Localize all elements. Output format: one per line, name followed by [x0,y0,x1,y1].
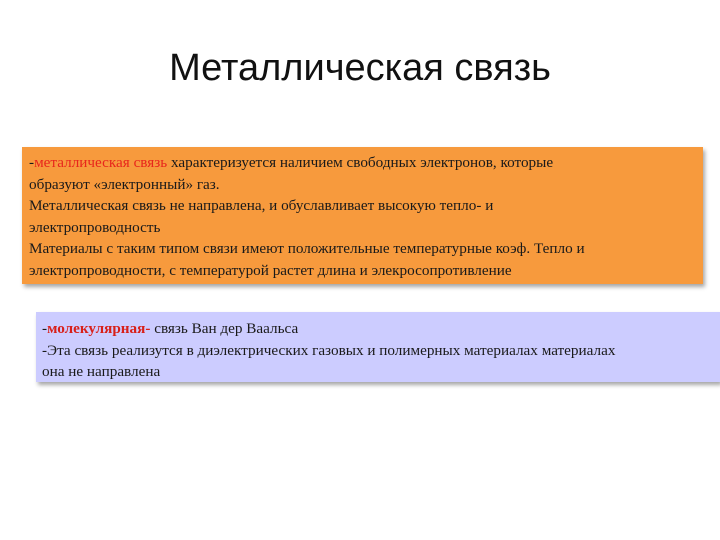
molecular-bond-term: молекулярная- [47,320,151,337]
metallic-bond-text-box [22,147,703,284]
metallic-line-4: электропроводность [29,218,161,236]
metallic-line-2: образуют «электронный» газ. [29,175,220,193]
metallic-line-1 [29,152,695,174]
metallic-line-3: Металлическая связь не направлена, и обуславливает высокую тепло- и [29,197,494,215]
molecular-line-2: -Эта связь реализутся в диэлектрических газовых и полимерных материалах материалах [42,341,616,359]
molecular-bond-text-box [36,312,720,382]
metallic-line-1-text: характеризуется наличием свободных электронов, которые [167,154,554,171]
molecular-line-3: она не направлена [42,363,161,381]
metallic-line-6: электропроводности, с температурой растет длина и элекросопротивление [29,261,512,279]
metallic-bond-term: металлическая связь [34,154,168,171]
molecular-line-1 [42,318,720,340]
molecular-dash: - [42,320,48,337]
metallic-dash: - [29,154,35,171]
slide-title: Металлическая связь [169,47,551,89]
metallic-line-5: Материалы с таким типом связи имеют положительные температурные коэф. Тепло и [29,240,585,258]
molecular-line-1-text: связь Ван дер Ваальса [150,320,299,337]
